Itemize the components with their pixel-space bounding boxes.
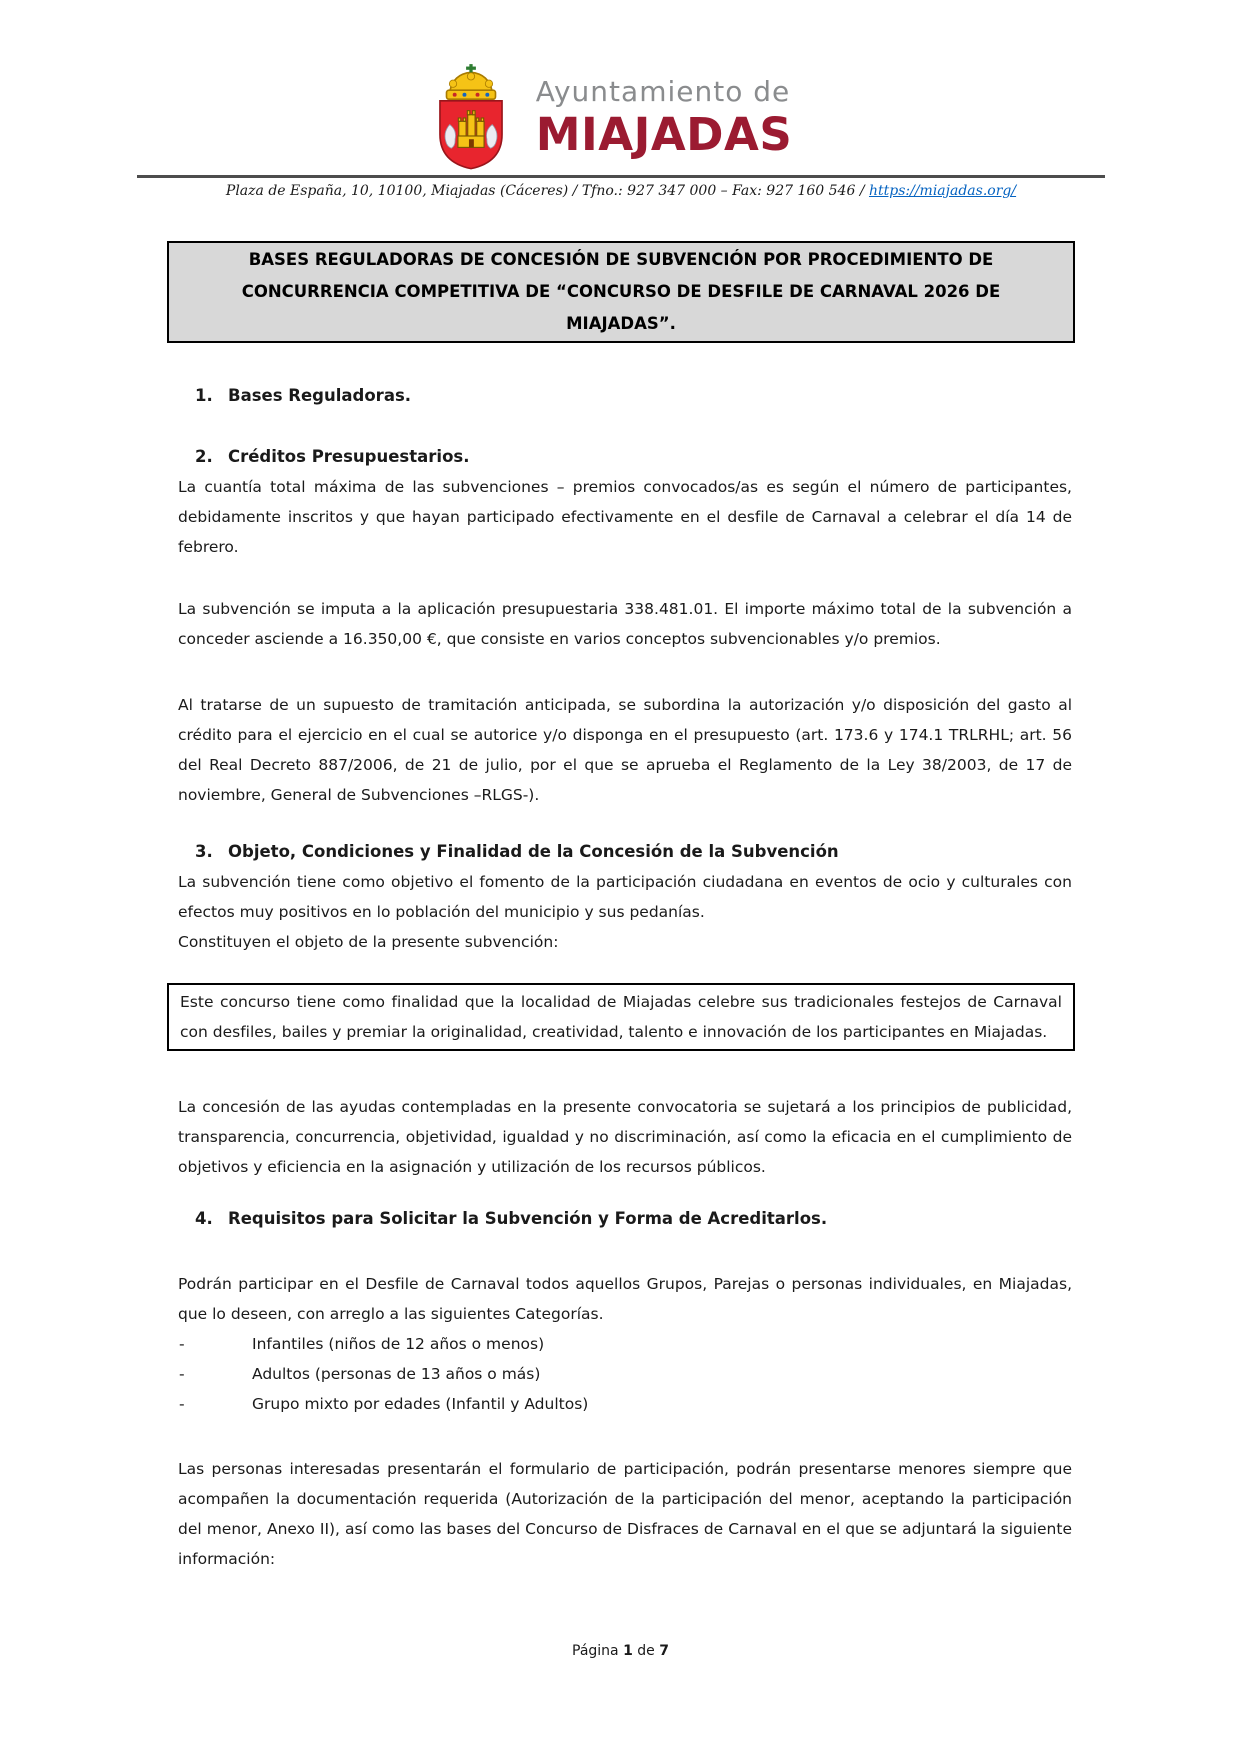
address-text: Plaza de España, 10, 10100, Miajadas (Cáceres) / Tfno.: 927 347 000 – Fax: 927 160 546 /: [225, 183, 869, 199]
miajadas-coat-of-arms-icon: [422, 64, 520, 172]
list-item-text: Grupo mixto por edades (Infantil y Adultos): [252, 1395, 589, 1413]
section-number: 1.: [195, 386, 213, 405]
section-title: Requisitos para Solicitar la Subvención y Forma de Acreditarlos.: [228, 1209, 828, 1228]
header-address: [167, 182, 1075, 201]
list-dash-marker: -: [179, 1365, 185, 1383]
paragraph: La cuantía total máxima de las subvenciones – premios convocados/as es según el número de participantes, debidamente inscritos y que hayan participado efectivamente en el desfile de Carnaval a celebrar el día 14 de febrero.: [178, 478, 1072, 556]
org-name-line2: MIAJADAS: [535, 108, 793, 161]
org-name-line1: Ayuntamiento de: [535, 75, 791, 108]
section-title: Objeto, Condiciones y Finalidad de la Concesión de la Subvención: [228, 842, 839, 861]
paragraph: La subvención tiene como objetivo el fomento de la participación ciudadana en eventos de ocio y culturales con efectos muy positivos en lo población del municipio y sus pedanías.: [178, 873, 1072, 921]
section-heading-3: [167, 837, 1075, 867]
footer-page-total: 7: [659, 1643, 669, 1659]
section-heading-1: [167, 381, 1075, 411]
list-item: [167, 1359, 1075, 1389]
paragraph: La concesión de las ayudas contempladas en la presente convocatoria se sujetará a los principios de publicidad, transparencia, concurrencia, objetividad, igualdad y no discriminación, así como la eficacia en el cumplimiento de objetivos y eficiencia en la asignación y utilización de los recursos públicos.: [178, 1098, 1072, 1176]
org-names: [536, 75, 793, 161]
paragraph: La subvención se imputa a la aplicación presupuestaria 338.481.01. El importe máximo total de la subvención a conceder asciende a 16.350,00 €, que consiste en varios conceptos subvencionables y/o premios.: [178, 600, 1072, 648]
purpose-note-box: [167, 983, 1075, 1051]
list-item: [167, 1329, 1075, 1359]
paragraph: Las personas interesadas presentarán el formulario de participación, podrán presentarse menores siempre que acompañen la documentación requerida (Autorización de la participación del menor, aceptando la participación del menor, Anexo II), así como las bases del Concurso de Disfraces de Carnaval en el que se adjuntará la siguiente información:: [178, 1460, 1072, 1568]
footer-of-label: de: [637, 1643, 655, 1659]
document-title-box: [167, 241, 1075, 343]
list-item-text: Adultos (personas de 13 años o más): [252, 1365, 541, 1383]
section-heading-2: [167, 442, 1075, 472]
section-number: 3.: [195, 842, 213, 861]
footer-label: Página: [572, 1643, 619, 1659]
categories-list: [167, 1329, 1075, 1419]
paragraph: Constituyen el objeto de la presente subvención:: [178, 933, 559, 951]
header-divider: [137, 175, 1105, 178]
paragraph: Al tratarse de un supuesto de tramitación anticipada, se subordina la autorización y/o disposición del gasto al crédito para el ejercicio en el cual se autorice y/o disponga en el presupuesto (art. 173.6 y 174.1 TRLRHL; art. 56 del Real Decreto 887/2006, de 21 de julio, por el que se aprueba el Reglamento de la Ley 38/2003, de 17 de noviembre, General de Subvenciones –RLGS-).: [178, 696, 1072, 804]
section-number: 4.: [195, 1209, 213, 1228]
website-link[interactable]: https://miajadas.org/: [868, 183, 1017, 199]
list-dash-marker: -: [179, 1395, 185, 1413]
document-title: BASES REGULADORAS DE CONCESIÓN DE SUBVENCIÓN POR PROCEDIMIENTO DE CONCURRENCIA COMPETITIVA DE “CONCURSO DE DESFILE DE CARNAVAL 2026 DE MIAJADAS”.: [241, 250, 1001, 333]
section-title: Créditos Presupuestarios.: [228, 447, 470, 466]
header-logo: [153, 64, 1061, 172]
list-item-text: Infantiles (niños de 12 años o menos): [252, 1335, 545, 1353]
section-number: 2.: [195, 447, 213, 466]
section-title: Bases Reguladoras.: [228, 386, 412, 405]
page-footer: [0, 1641, 1241, 1661]
list-dash-marker: -: [179, 1335, 185, 1353]
boxed-paragraph: Este concurso tiene como finalidad que la localidad de Miajadas celebre sus tradicionales festejos de Carnaval con desfiles, bailes y premiar la originalidad, creatividad, talento e innovación de los participantes en Miajadas.: [180, 993, 1062, 1041]
footer-page-current: 1: [623, 1643, 633, 1659]
section-heading-4: [167, 1204, 1075, 1234]
paragraph: Podrán participar en el Desfile de Carnaval todos aquellos Grupos, Parejas o personas individuales, en Miajadas, que lo deseen, con arreglo a las siguientes Categorías.: [178, 1275, 1072, 1323]
list-item: [167, 1389, 1075, 1419]
